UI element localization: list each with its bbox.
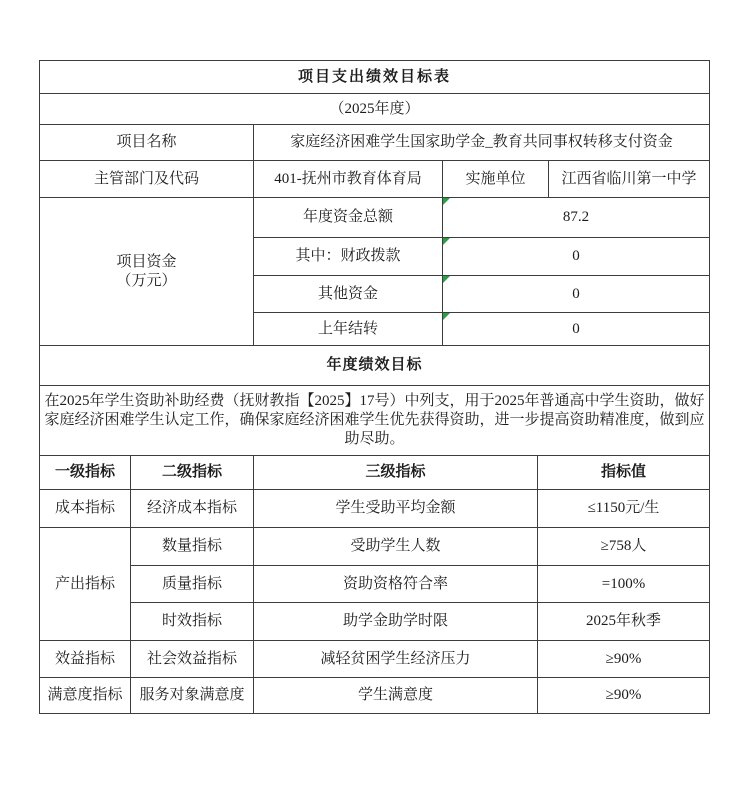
fund-row-label: 其中：财政拨款 — [254, 238, 443, 276]
fund-row-value — [443, 238, 710, 276]
cell-flag-triangle-icon — [443, 276, 450, 283]
fund-row-value — [443, 313, 710, 346]
indicator-value-cell: ≥90% — [538, 641, 710, 678]
indicator-value-cell: ≤1150元/生 — [538, 490, 710, 528]
fund-row-value — [443, 198, 710, 238]
indicator-level2-cell: 数量指标 — [131, 528, 254, 566]
fund-row-label: 上年结转 — [254, 313, 443, 346]
performance-target-table — [39, 60, 710, 714]
cell-flag-triangle-icon — [443, 238, 450, 245]
indicator-level2-cell: 经济成本指标 — [131, 490, 254, 528]
indicator-level3-cell: 受助学生人数 — [254, 528, 538, 566]
indicator-value-cell: ≥90% — [538, 678, 710, 714]
indicator-value-cell: 2025年秋季 — [538, 603, 710, 641]
fund-row-label: 其他资金 — [254, 276, 443, 313]
indicator-header-level2: 二级指标 — [131, 456, 254, 490]
indicator-level1-cell: 产出指标 — [40, 528, 131, 641]
indicator-level1-cell: 效益指标 — [40, 641, 131, 678]
indicator-level2-cell: 质量指标 — [131, 566, 254, 603]
project-funds-label-line1: 项目资金 — [116, 253, 177, 270]
indicator-value-cell: ≥758人 — [538, 528, 710, 566]
department-value: 401-抚州市教育体育局 — [254, 161, 443, 198]
indicator-level2-cell: 服务对象满意度 — [131, 678, 254, 714]
department-label: 主管部门及代码 — [40, 161, 254, 198]
indicator-level3-cell: 减轻贫困学生经济压力 — [254, 641, 538, 678]
indicator-level3-cell: 学生满意度 — [254, 678, 538, 714]
indicator-header-level1: 一级指标 — [40, 456, 131, 490]
indicator-level3-cell: 资助资格符合率 — [254, 566, 538, 603]
indicator-level1-cell: 成本指标 — [40, 490, 131, 528]
project-name-label: 项目名称 — [40, 125, 254, 161]
indicator-header-level3: 三级指标 — [254, 456, 538, 490]
implement-unit-label: 实施单位 — [443, 161, 549, 198]
fund-row-value — [443, 276, 710, 313]
fund-row-value-text: 87.2 — [562, 209, 590, 226]
indicator-level3-cell: 助学金助学时限 — [254, 603, 538, 641]
implement-unit-value: 江西省临川第一中学 — [549, 161, 710, 198]
indicator-level2-cell: 时效指标 — [131, 603, 254, 641]
indicator-level2-cell: 社会效益指标 — [131, 641, 254, 678]
project-funds-label — [40, 198, 254, 346]
fund-row-value-text: 0 — [572, 248, 580, 265]
project-funds-label-line2: （万元） — [116, 272, 177, 289]
fund-row-value-text: 0 — [572, 320, 580, 337]
fund-row-label: 年度资金总额 — [254, 198, 443, 238]
annual-target-header: 年度绩效目标 — [40, 346, 710, 386]
indicator-level1-cell: 满意度指标 — [40, 678, 131, 714]
cell-flag-triangle-icon — [443, 313, 450, 320]
project-name-value: 家庭经济困难学生国家助学金_教育共同事权转移支付资金 — [254, 125, 710, 161]
indicator-level3-cell: 学生受助平均金额 — [254, 490, 538, 528]
indicator-header-value: 指标值 — [538, 456, 710, 490]
table-title: 项目支出绩效目标表 — [40, 61, 710, 94]
cell-flag-triangle-icon — [443, 198, 450, 205]
fund-row-value-text: 0 — [572, 285, 580, 302]
table-subtitle: （2025年度） — [40, 94, 710, 125]
indicator-value-cell: =100% — [538, 566, 710, 603]
annual-target-text: 在2025年学生资助补助经费（抚财教指【2025】17号）中列支，用于2025年普通高中学生资助，做好家庭经济困难学生认定工作，确保家庭经济困难学生优先获得资助，进一步提高资助精准度，做到应助尽助。 — [40, 386, 710, 456]
